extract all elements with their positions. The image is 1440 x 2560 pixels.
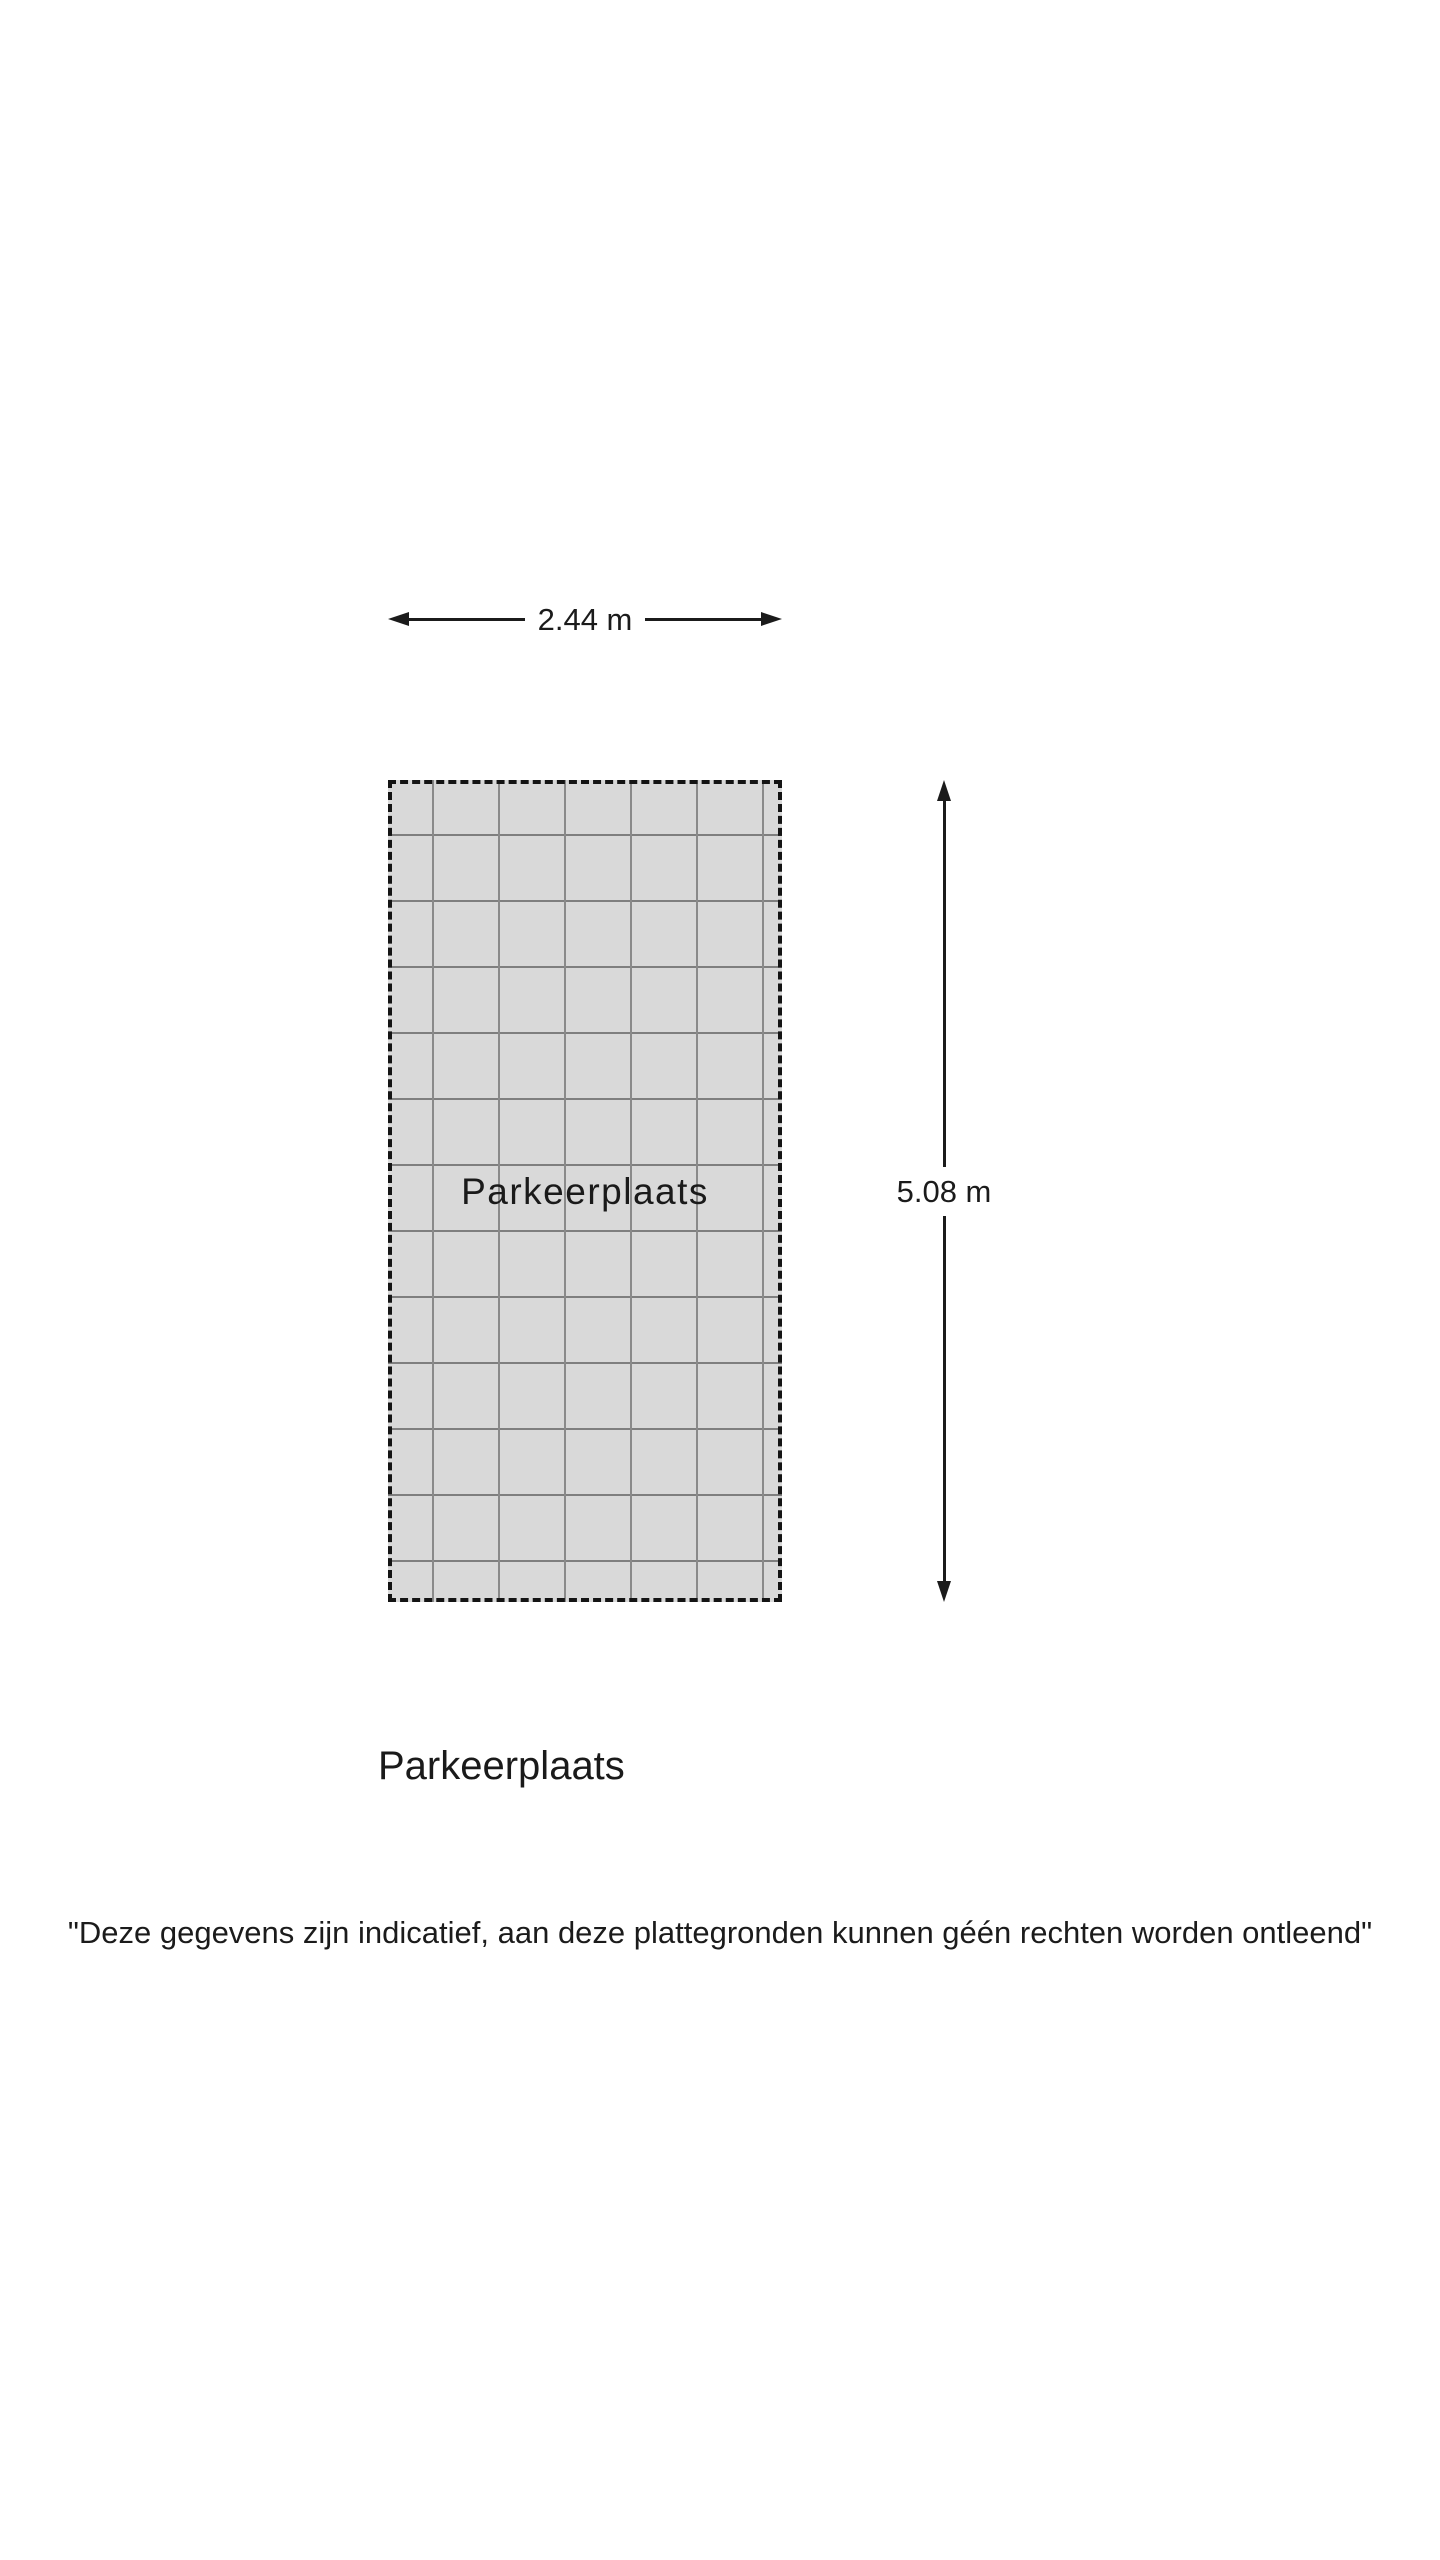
height-dimension-label: 5.08 m [896, 1173, 992, 1209]
plan-title: Parkeerplaats [378, 1744, 625, 1788]
height-dimension [869, 780, 1019, 1602]
width-dimension [388, 600, 782, 638]
parking-space-label: Parkeerplaats [461, 1170, 709, 1212]
dimension-line [409, 618, 525, 621]
dimension-line [645, 618, 761, 621]
disclaimer-text: "Deze gegevens zijn indicatief, aan deze plattegronden kunnen géén rechten worden ontleend" [67, 1915, 1373, 1950]
arrow-down-icon [937, 1581, 951, 1602]
dimension-line [943, 1216, 946, 1582]
dimension-line [943, 801, 946, 1167]
parking-space-outline [388, 780, 782, 1602]
arrow-right-icon [761, 612, 782, 626]
width-dimension-label: 2.44 m [537, 601, 633, 637]
arrow-up-icon [937, 780, 951, 801]
arrow-left-icon [388, 612, 409, 626]
